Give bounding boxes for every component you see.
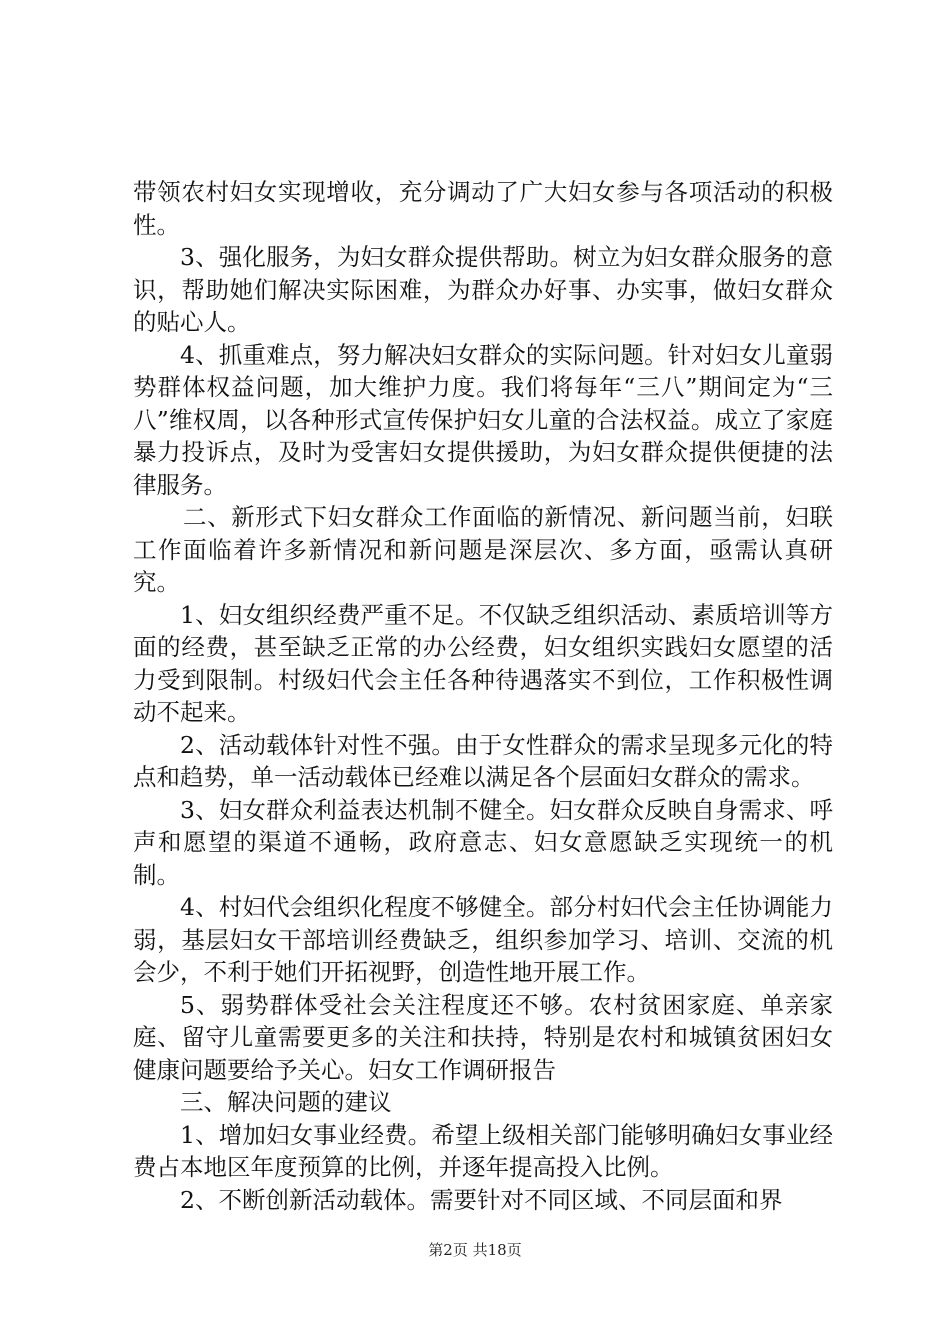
page-number-indicator: 第2页 共18页 [428, 1241, 522, 1259]
paragraph-problem-2-activities: 2、活动载体针对性不强。由于女性群众的需求呈现多元化的特点和趋势，单一活动载体已经难以满足各个层面妇女群众的需求。 [133, 730, 833, 791]
paragraph-item-4-key-difficulties: 4、抓重难点，努力解决妇女群众的实际问题。针对妇女儿童弱势群体权益问题，加大维护力度。我们将每年“三八”期间定为“三八”维权周，以各种形式宣传保护妇女儿童的合法权益。成立了家庭暴力投诉点，及时为受害妇女提供援助，为妇女群众提供便捷的法律服务。 [133, 340, 833, 499]
document-body [133, 176, 833, 1216]
paragraph-suggestion-1-funding: 1、增加妇女事业经费。希望上级相关部门能够明确妇女事业经费占本地区年度预算的比例，并逐年提高投入比例。 [133, 1120, 833, 1181]
paragraph-problem-3-expression: 3、妇女群众利益表达机制不健全。妇女群众反映自身需求、呼声和愿望的渠道不通畅，政府意志、妇女意愿缺乏实现统一的机制。 [133, 795, 833, 889]
paragraph-continuation: 带领农村妇女实现增收，充分调动了广大妇女参与各项活动的积极性。 [133, 178, 833, 239]
paragraph-problem-4-organization: 4、村妇代会组织化程度不够健全。部分村妇代会主任协调能力弱，基层妇女干部培训经费缺乏，组织参加学习、培训、交流的机会少，不利于她们开拓视野，创造性地开展工作。 [133, 893, 833, 986]
page-footer [0, 1240, 950, 1260]
paragraph-suggestion-2-innovation: 2、不断创新活动载体。需要针对不同区域、不同层面和界 [180, 1185, 783, 1214]
paragraph-problem-1-funding: 1、妇女组织经费严重不足。不仅缺乏组织活动、素质培训等方面的经费，甚至缺乏正常的办公经费，妇女组织实践妇女愿望的活力受到限制。村级妇代会主任各种待遇落实不到位，工作积极性调动不起来。 [133, 600, 833, 726]
paragraph-problem-5-vulnerable-groups: 5、弱势群体受社会关注程度还不够。农村贫困家庭、单亲家庭、留守儿童需要更多的关注和扶持，特别是农村和城镇贫困妇女健康问题要给予关心。妇女工作调研报告 [133, 990, 833, 1084]
section-heading-three: 三、解决问题的建议 [180, 1088, 392, 1116]
paragraph-item-3-service: 3、强化服务，为妇女群众提供帮助。树立为妇女群众服务的意识，帮助她们解决实际困难，为群众办好事、办实事，做妇女群众的贴心人。 [133, 243, 833, 336]
section-heading-two: 二、新形式下妇女群众工作面临的新情况、新问题当前，妇联工作面临着许多新情况和新问题是深层次、多方面，亟需认真研究。 [133, 503, 833, 596]
